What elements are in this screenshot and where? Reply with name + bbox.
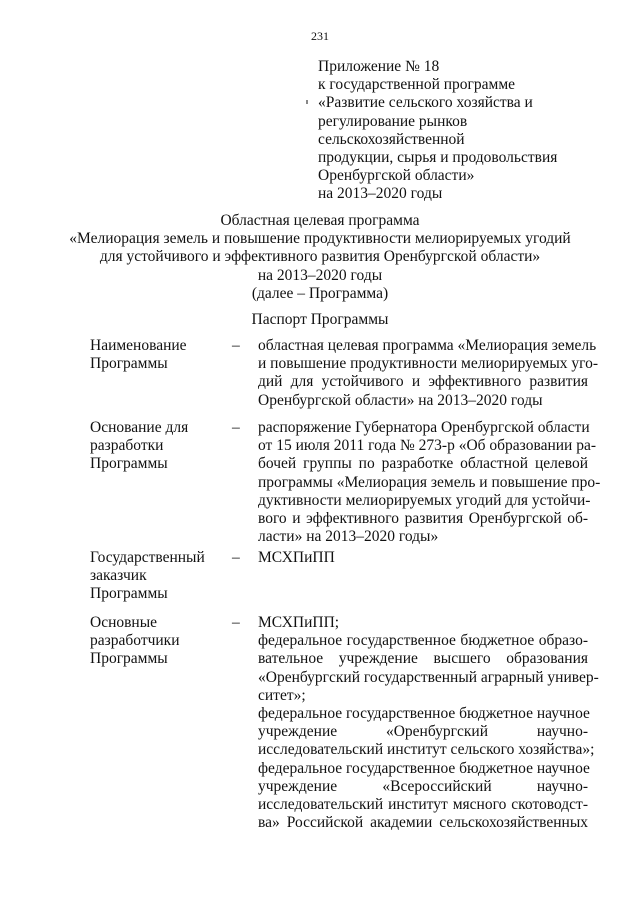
passport-title: Паспорт Программы [251, 311, 389, 328]
row-label-line: Основание для [90, 419, 189, 436]
row-value-line: программы «Мелиорация земель и повышение про- [258, 473, 601, 491]
row-label-line: Программы [90, 585, 168, 603]
row-label-line: Государственный [90, 549, 205, 566]
row-value-line: МСХПиПП; [258, 614, 340, 631]
row-value-line: федеральное государственное бюджетное образо- [258, 632, 588, 650]
program-title [60, 212, 580, 303]
program-title-line: Областная целевая программа [220, 212, 420, 229]
row-label-line: Программы [90, 455, 168, 473]
appendix-line: «Развитие сельского хозяйства и [318, 94, 533, 112]
margin-mark [306, 100, 308, 104]
appendix-line: Приложение № 18 [318, 58, 440, 75]
row-value [258, 614, 599, 832]
row-value-line: бочей группы по разработке областной целевой [258, 455, 588, 473]
row-value-line: исследовательский институт сельского хозяйства»; [258, 741, 595, 759]
program-title-line: для устойчивого и эффективного развития Оренбургской области» [99, 248, 541, 266]
row-value [258, 337, 599, 410]
appendix-line: продукции, сырья и продовольствия [318, 149, 558, 167]
row-value-line: областная целевая программа «Мелиорация земель [258, 337, 597, 354]
program-title-line: «Мелиорация земель и повышение продуктивности мелиорируемых угодий [69, 230, 571, 248]
appendix-header [318, 58, 618, 204]
appendix-line: Оренбургской области» [318, 167, 475, 185]
row-label-line: Основные [90, 614, 158, 631]
row-dash: – [232, 337, 240, 354]
row-label-line: заказчик [90, 567, 147, 585]
row-value-line: МСХПиПП [258, 549, 335, 566]
row-label [90, 419, 220, 474]
row-label-line: разработки [90, 437, 164, 455]
row-value-line: учреждение «Всероссийский научно- [258, 777, 588, 795]
row-value-line: вательное учреждение высшего образования [258, 650, 588, 668]
row-value-line: федеральное государственное бюджетное научное [258, 759, 590, 777]
row-value-line: дуктивности мелиорируемых угодий для устойчи- [258, 491, 591, 509]
row-value-line: ласти» на 2013–2020 годы» [258, 528, 439, 546]
appendix-line: к государственной программе [318, 76, 516, 94]
row-value-line: «Оренбургский государственный аграрный универ- [258, 668, 599, 686]
row-dash: – [232, 549, 240, 566]
row-value-line: дий для устойчивого и эффективного развития [258, 373, 588, 391]
row-label [90, 549, 220, 604]
row-value [258, 549, 588, 567]
row-dash: – [232, 419, 240, 436]
row-label [90, 614, 220, 669]
appendix-line: сельскохозяйственной [318, 130, 465, 148]
page-number: 231 [311, 29, 329, 43]
row-value-line: от 15 июля 2011 года № 273-р «Об образовании ра- [258, 437, 597, 455]
row-label [90, 337, 220, 373]
row-value-line: вого и эффективного развития Оренбургской об- [258, 510, 588, 528]
row-value [258, 419, 601, 546]
row-value-line: распоряжение Губернатора Оренбургской области [258, 419, 590, 436]
row-value-line: исследовательский институт мясного скотоводст- [258, 796, 588, 814]
row-dash: – [232, 614, 240, 631]
row-value-line: ва» Российской академии сельскохозяйственных [258, 814, 588, 832]
appendix-line: регулирование рынков [318, 112, 468, 130]
row-label-line: разработчики [90, 632, 180, 650]
row-value-line: Оренбургской области» на 2013–2020 годы [258, 391, 543, 409]
row-label-line: Программы [90, 650, 168, 668]
program-title-line: на 2013–2020 годы [257, 266, 383, 284]
row-label-line: Программы [90, 355, 168, 373]
row-value-line: федеральное государственное бюджетное научное [258, 705, 590, 723]
row-value-line: учреждение «Оренбургский научно- [258, 723, 588, 741]
appendix-line: на 2013–2020 годы [318, 185, 443, 203]
row-value-line: и повышение продуктивности мелиорируемых уго- [258, 355, 599, 373]
row-value-line: ситет»; [258, 686, 306, 704]
program-title-line: (далее – Программа) [251, 284, 389, 302]
row-label-line: Наименование [90, 337, 187, 354]
